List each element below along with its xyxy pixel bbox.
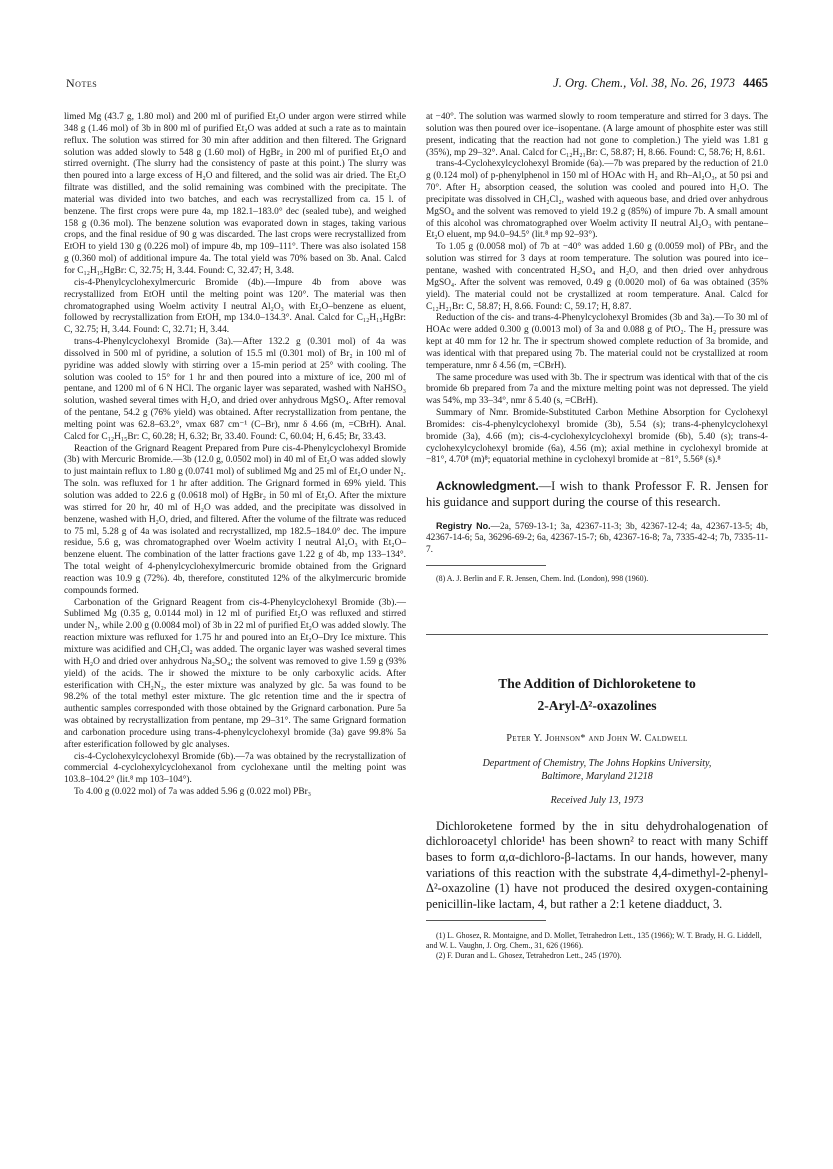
paragraph: at −40°. The solution was warmed slowly to room temperature and stirred for 3 days. The solution was then poured over ice–isopentane. (A large amount of phosphite ester was still present, indicating that the reaction had not gone to completion.) The yield was 1.81 g (35%), mp 29–32°. Anal. Calcd for C₁₂H₂₁Br: C, 58.87; H, 8.66. Found: C, 58.76; H, 8.61. [426, 112, 768, 158]
left-column [64, 112, 406, 799]
paragraph: limed Mg (43.7 g, 1.80 mol) and 200 ml of purified Et₂O under argon were stirred while 348 g (1.46 mol) of 3b in 800 ml of purified Et₂O was added at such a rate as to maintain reflux. The solution was stirred for 30 min after addition and then filtered. The Grignard solution was added slowly to 548 g (1.60 mol) of HgBr₂ in 200 ml of purified Et₂O and stirred overnight. (The slurry had the consistency of paste at this point.) The slurry was then poured into a large excess of H₂O and filtered, and the solid was air dried. The Et₂O filtrate was distilled, and the solid remaining was combined with the precipitate. The material was divided into two batches, and each was recrystallized from ca. 15 l. of benzene. The first crops were pure 4a, mp 182.1–183.0° dec (sealed tube), and weighed 158 g (0.36 mol). The benzene solution was evaporated down in stages, taking various crops, and the final residue of 90 g was discarded. The last crops were recrystallized from EtOH to yield 130 g (0.226 mol) of impure 4b, mp 109–111°. There was also isolated 158 g (0.360 mol) of additional impure 4a. The total yield was 70% based on 3b. Anal. Calcd for C₁₂H₁₅HgBr: C, 32.75; H, 3.44. Found: C, 32.47; H, 3.48. [64, 112, 406, 276]
acknowledgment [426, 479, 768, 510]
received-date: Received July 13, 1973 [550, 794, 644, 806]
footnote: (2) F. Duran and L. Ghosez, Tetrahedron Lett., 245 (1970). [436, 951, 622, 961]
registry-numbers [426, 521, 768, 558]
footnote: (8) A. J. Berlin and F. R. Jensen, Chem. Ind. (London), 998 (1960). [436, 574, 649, 584]
page-number: 4465 [743, 76, 768, 90]
affiliation-line: Baltimore, Maryland 21218 [541, 770, 653, 782]
article-body: Dichloroketene formed by the in situ dehydrohalogenation of dichloroacetyl chloride¹ has been shown² to react with many Schiff bases to form α,α-dichloro-β-lactams. In our hands, however, many variations of this reaction with the substrate 4,4-dimethyl-2-phenyl-Δ²-oxazoline (1) have not produced the desired oxygen-containing penicillin-like lactam, 4, but rather a 2:1 ketene diadduct, 3. [426, 818, 768, 911]
paragraph: Summary of Nmr. Bromide-Substituted Carbon Methine Absorption for Cyclohexyl Bromides: cis-4-phenylcyclohexyl bromide (3b), 5.54 (s); trans-4-phenylcyclohexyl bromide (3a), 4.66 (m); cis-4-cyclohexylcyclohexyl bromide (6b), 5.40 (s); trans-4-cyclohexylcyclohexyl bromide (6a), 4.56 (m); axial methine in cyclohexyl bromide at −81°, 4.70⁸ (m)⁸; equatorial methine in cyclohexyl bromide at −81°, 5.56⁸ (s).⁸ [426, 408, 768, 466]
paragraph: cis-4-Phenylcyclohexylmercuric Bromide (4b).—Impure 4b from above was recrystallized from EtOH until the melting point was 120°. The material was then chromatographed using Woelm activity I neutral Al₂O₃ with Et₂O–benzene as eluent, followed by recrystallization from EtOH, mp 134.0–134.3°. Anal. Calcd for C₁₂H₁₅HgBr: C, 32.75; H, 3.44. Found: C, 32.71; H, 3.44. [64, 277, 406, 336]
paragraph: trans-4-Cyclohexylcyclohexyl Bromide (6a).—7b was prepared by the reduction of 21.0 g (0.124 mol) of p-phenylphenol in 150 ml of HOAc with H₂ and Rh–Al₂O₃, at 50 psi and 70°. After H₂ absorption ceased, the solution was cooled and poured into H₂O. The precipitate was dissolved in CH₂Cl₂, washed with aqueous base, and dried over anhydrous MgSO₄ and the solvent was removed to yield 19.2 g (85%) of impure 7b. A small amount of this alcohol was chromatographed over Woelm activity II neutral Al₂O₃ with pentane–Et₂O eluent, mp 94.0–94.5° (lit.⁸ mp 92–93°). [426, 159, 768, 241]
title-line: The Addition of Dichloroketene to [498, 676, 696, 692]
affiliation [426, 757, 768, 783]
footnotes [426, 574, 768, 584]
paragraph: cis-4-Cyclohexylcyclohexyl Bromide (6b).—7a was obtained by the recrystallization of commercial 4-cyclohexylcyclohexanol from cyclohexane until the melting point was 103.8–104.2° (lit.⁸ mp 103–104°). [64, 751, 406, 786]
journal-name: J. Org. Chem., Vol. 38, No. 26, 1973 [553, 76, 735, 90]
acknowledgment-label: Acknowledgment. [436, 479, 539, 494]
right-column [426, 112, 768, 961]
footnote-divider [426, 920, 546, 921]
affiliation-line: Department of Chemistry, The Johns Hopkins University, [482, 757, 712, 769]
registry-label: Registry No. [436, 520, 491, 531]
authors: Peter Y. Johnson* and John W. Caldwell [506, 733, 688, 745]
acknowledgment-text: —I wish to thank Professor F. R. Jensen for his guidance and support during the course of this research. [426, 479, 768, 509]
registry-text: —2a, 5769-13-1; 3a, 42367-11-3; 3b, 42367-12-4; 4a, 42367-13-5; 4b, 42367-14-6; 5a, 36296-69-2; 6a, 42367-15-7; 6b, 42367-16-8; 7a, 7335-42-4; 7b, 7335-11-7. [426, 521, 768, 556]
paragraph: To 1.05 g (0.0058 mol) of 7b at −40° was added 1.60 g (0.0059 mol) of PBr₃ and the solution was stirred for 3 days at room temperature. The solution was poured into ice–pentane, washed with concentrated H₂SO₄ and H₂O, and then dried over anhydrous MgSO₄. After the solvent was removed, 0.49 g (0.0020 mol) of 6a was obtained (35% yield). The material could not be crystallized at room temperature. Anal. Calcd for C₁₂H₂₁Br: C, 58.87; H, 8.66. Found: C, 59.17; H, 8.87. [426, 242, 768, 312]
footnote: (1) L. Ghosez, R. Montaigne, and D. Mollet, Tetrahedron Lett., 135 (1966); W. T. Brady, H. G. Liddell, and W. L. Vaughn, J. Org. Chem., 31, 626 (1966). [426, 931, 762, 951]
paragraph: The same procedure was used with 3b. The ir spectrum was identical with that of the cis bromide 6b prepared from 7a and the mixture melting point was not depressed. The yield was 54%, mp 33–34°, nmr δ 5.40 (s, =CBrH). [426, 372, 768, 407]
footnote-divider [426, 565, 546, 566]
article-divider [426, 634, 768, 635]
title-line: 2-Aryl-Δ²-oxazolines [537, 698, 657, 714]
paragraph: To 4.00 g (0.022 mol) of 7a was added 5.96 g (0.022 mol) PBr₃ [74, 787, 311, 798]
footnotes [426, 931, 768, 961]
journal-citation [553, 76, 768, 91]
article-title [426, 673, 768, 717]
paragraph: Reduction of the cis- and trans-4-Phenylcyclohexyl Bromides (3b and 3a).—To 30 ml of HOAc were added 0.300 g (0.0013 mol) of 3a and 0.088 g of PtO₂. The H₂ pressure was kept at 40 mm for 12 hr. The ir spectrum showed complete reduction of 3a bromide, and was identical with that prepared using 7b. The material could not be crystallized at room temperature, nmr δ 4.56 (m, =CBrH). [426, 313, 768, 371]
paragraph: Reaction of the Grignard Reagent Prepared from Pure cis-4-Phenylcyclohexyl Bromide (3b) with Mercuric Bromide.—3b (12.0 g, 0.0502 mol) in 40 ml of Et₂O was added slowly to just maintain reflux to 1.80 g (0.0741 mol) of sublimed Mg and 25 ml of Et₂O under N₂. The soln. was refluxed for 1 hr after addition. The Grignard formed in 69% yield. This solution was added to 22.6 g (0.0618 mol) of HgBr₂ in 50 ml of Et₂O. After the mixture was stirred for 20 hr, 40 ml of H₂O was added, and the precipitate was dissolved in benzene, washed with H₂O, dried, and filtered. After the volume of the filtrate was reduced to 75 ml, 5.28 g of 4a was isolated and recrystallized, mp 182.5–184.0° dec. The impure residue, 5.6 g, was chromatographed over Woelm activity I neutral Al₂O₃ with Et₂O–benzene eluent. The combination of the latter fractions gave 1.22 g of 4b, mp 133–134°. The total weight of 4-phenylcyclohexylmercuric bromide obtained from the Grignard reaction was 10.9 g (72%). 4b, therefore, constituted 12% of the alkylmercuric bromide compounds formed. [64, 443, 406, 596]
page-header [66, 76, 768, 94]
section-label: Notes [66, 76, 98, 90]
paragraph: trans-4-Phenylcyclohexyl Bromide (3a).—After 132.2 g (0.301 mol) of 4a was dissolved in 500 ml of pyridine, a solution of 15.5 ml (0.301 mol) of Br₂ in 100 ml of pyridine was added slowly with stirring over a 15-min period at 25° with cooling. The solution was cooled to 15° for 1 hr and then poured into a mixture of ice, 200 ml of pentane, and 1200 ml of 6 N HCl. The organic layer was separated, washed with NaHSO₃ solution, washed several times with H₂O, and dried over anhydrous MgSO₄. After removal of the pentane, 54.2 g (76% yield) was obtained. After recrystallization from pentane, the melting point was 62.8–63.2°, νmax 687 cm⁻¹ (C–Br), nmr δ 4.66 (m, =CBrH). Anal. Calcd for C₁₂H₁₅Br: C, 60.28; H, 6.32; Br, 33.40. Found: C, 60.04; H, 6.45; Br, 33.43. [64, 337, 406, 442]
paragraph: Carbonation of the Grignard Reagent from cis-4-Phenylcyclohexyl Bromide (3b).—Sublimed Mg (0.35 g, 0.0144 mol) in 12 ml of purified Et₂O was refluxed and stirred under N₂, while 2.00 g (0.0084 mol) of 3b in 22 ml of purified Et₂O was added slowly. The reaction mixture was refluxed for 1.75 hr and poured into an Et₂O–Dry Ice mixture. This mixture was acidified and CH₂Cl₂ was added. The organic layer was washed several times with H₂O and dried over anhydrous Na₂SO₄; the solvent was removed to give 1.59 g (93% yield) of the acids. The ir showed the mixture to be only carboxylic acids. After esterification with CH₂N₂, the ester mixture was analyzed by glc. 5a was found to be 98.2% of the total methyl ester mixture. The glc retention time and the ir spectra of authentic samples corresponded with those obtained by the Grignard carbonation. Pure 5a was obtained by recrystallization from pentane, mp 29–31°. The same Grignard formation and carbonation procedure using trans-4-phenylcyclohexyl bromide (3a) gave 99.8% 5a after esterification followed by glc analyses. [64, 597, 406, 750]
